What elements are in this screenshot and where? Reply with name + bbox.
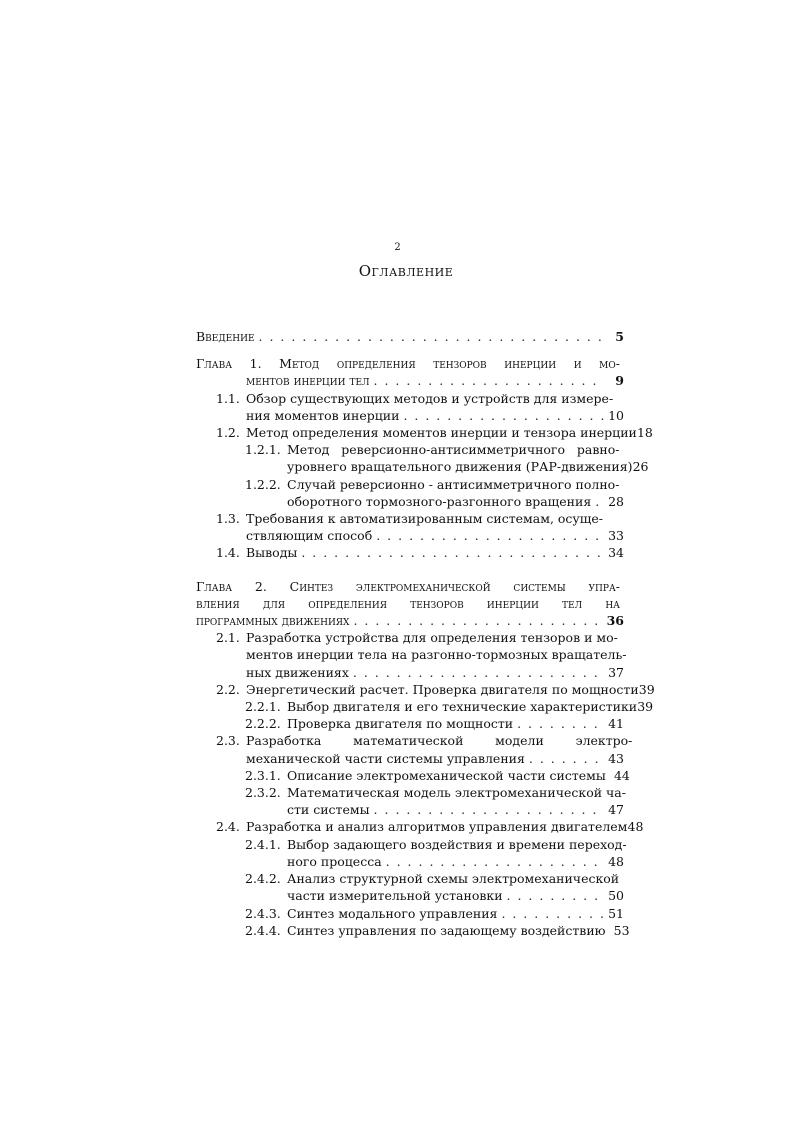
toc-entry-label: Обзор существующих методов и устройств для измере- bbox=[246, 390, 614, 406]
section-number: 2.4.4. bbox=[245, 922, 281, 938]
toc-page-number: 41 bbox=[608, 716, 624, 732]
toc-entry-2-1[interactable] bbox=[196, 629, 627, 681]
dot-leader bbox=[374, 801, 604, 818]
toc-entry-2-4-1[interactable] bbox=[196, 836, 627, 870]
toc-page-number: 36 bbox=[606, 613, 624, 629]
toc-page-number: 39 bbox=[638, 681, 655, 697]
toc-entry-intro[interactable] bbox=[196, 328, 624, 345]
toc-entry-label-cont: ствляющим способ bbox=[246, 528, 373, 544]
toc-page-number: 26 bbox=[632, 459, 649, 475]
section-number: 1.2.1. bbox=[245, 442, 281, 458]
toc-entry-2-2[interactable] bbox=[196, 681, 655, 698]
toc-page-number: 9 bbox=[615, 373, 624, 389]
toc-entry-1-4[interactable] bbox=[196, 544, 624, 561]
toc-entry-1-2-1[interactable] bbox=[196, 441, 649, 475]
section-number: 2.3.1. bbox=[245, 767, 281, 783]
toc-page-number: 18 bbox=[636, 425, 653, 441]
toc-page-number: 44 bbox=[613, 767, 630, 783]
toc-entry-label-cont: сти системы bbox=[287, 802, 370, 818]
toc-entry-label: Требования к автоматизированным системам, осуще- bbox=[246, 511, 604, 527]
toc-page-number: 37 bbox=[608, 664, 624, 680]
toc-entry-label: Глава 1. Метод определения тензоров инерции и мо- bbox=[196, 356, 620, 372]
toc-entry-label: Энергетический расчет. Проверка двигателя по мощности bbox=[246, 681, 639, 697]
toc-entry-2-3-1[interactable] bbox=[196, 767, 630, 784]
dot-leader bbox=[376, 527, 604, 544]
toc-entry-2-4-2[interactable] bbox=[196, 870, 624, 904]
toc-entry-1-1[interactable] bbox=[196, 390, 624, 424]
dot-leader bbox=[529, 750, 604, 767]
toc-entry-label: Выводы bbox=[246, 545, 298, 561]
section-number: 1.2.2. bbox=[245, 476, 281, 492]
toc-entry-label: Выбор задающего воздействия и времени переход- bbox=[287, 836, 627, 852]
toc-entry-label-cont: ных движениях bbox=[246, 664, 349, 680]
dot-leader bbox=[259, 328, 604, 345]
section-number: 2.2.2. bbox=[245, 716, 281, 732]
page-number: 2 bbox=[394, 242, 401, 253]
toc-entry-label: Введение bbox=[196, 329, 255, 344]
toc-page-number: 10 bbox=[608, 407, 624, 423]
toc-entry-1-2-2[interactable] bbox=[196, 476, 624, 510]
toc-entry-label-cont: программных движениях bbox=[196, 613, 350, 629]
dot-leader bbox=[386, 853, 604, 870]
toc-entry-label-cont: ментов инерции тела на разгонно-тормозных вращатель- bbox=[246, 647, 627, 663]
toc-page-number: 34 bbox=[608, 545, 624, 561]
dot-leader bbox=[507, 887, 604, 904]
toc-entry-label: Математическая модель электромеханической ча- bbox=[287, 785, 626, 801]
page-title: Оглавление bbox=[358, 262, 454, 280]
toc-entry-2-2-2[interactable] bbox=[196, 715, 624, 732]
toc-page-number: 50 bbox=[608, 888, 624, 904]
dot-leader bbox=[595, 493, 604, 510]
toc-entry-label: Анализ структурной схемы электромеханической bbox=[287, 871, 620, 887]
toc-page-number: 28 bbox=[608, 493, 624, 509]
toc-entry-2-4-4[interactable] bbox=[196, 922, 630, 939]
toc-entry-label: Проверка двигателя по мощности bbox=[287, 716, 514, 732]
dot-leader bbox=[374, 372, 604, 389]
section-number: 2.2.1. bbox=[245, 699, 281, 715]
toc-entry-label: Синтез управления по задающему воздействию bbox=[287, 922, 606, 938]
toc-page-number: 53 bbox=[613, 922, 630, 938]
toc-entry-label: Разработка и анализ алгоритмов управления двигателем bbox=[246, 819, 628, 835]
toc-entry-label: Метод определения моментов инерции и тензора инерции bbox=[246, 425, 637, 441]
toc-entry-label-cont: оборотного тормозного-разгонного вращения bbox=[287, 493, 592, 509]
toc-page-number: 48 bbox=[608, 853, 624, 869]
toc-entry-1-3[interactable] bbox=[196, 510, 624, 544]
toc-page-number: 47 bbox=[608, 802, 624, 818]
toc-entry-2-3[interactable] bbox=[196, 732, 633, 766]
section-number: 2.1. bbox=[216, 630, 240, 646]
toc-entry-2-4-3[interactable] bbox=[196, 905, 624, 922]
section-number: 2.3. bbox=[216, 733, 240, 749]
table-of-contents bbox=[196, 328, 655, 939]
toc-entry-label: Случай реверсионно - антисимметричного полно- bbox=[287, 476, 620, 492]
dot-leader bbox=[403, 407, 604, 424]
toc-entry-label-cont: механической части системы управления bbox=[246, 750, 525, 766]
toc-entry-chapter-2[interactable] bbox=[196, 578, 624, 630]
toc-entry-label: Выбор двигателя и его технические характеристики bbox=[287, 699, 638, 715]
toc-entry-label: Разработка устройства для определения тензоров и мо- bbox=[246, 630, 618, 646]
dot-leader bbox=[501, 905, 604, 922]
section-number: 2.3.2. bbox=[245, 785, 281, 801]
toc-entry-2-2-1[interactable] bbox=[196, 698, 654, 715]
toc-page-number: 51 bbox=[608, 905, 624, 921]
toc-page-number: 48 bbox=[627, 819, 644, 835]
toc-entry-label: Глава 2. Синтез электромеханической системы упра- bbox=[196, 578, 620, 594]
toc-entry-label: Разработка математической модели электро- bbox=[246, 733, 633, 749]
section-number: 1.1. bbox=[216, 390, 240, 406]
toc-page-number: 33 bbox=[608, 528, 624, 544]
toc-entry-label: Синтез модального управления bbox=[287, 905, 498, 921]
toc-entry-label: Описание электромеханической части системы bbox=[287, 767, 606, 783]
toc-entry-label-cont: ния моментов инерции bbox=[246, 407, 400, 423]
section-number: 2.4.3. bbox=[245, 905, 281, 921]
dot-leader bbox=[353, 612, 602, 629]
toc-entry-2-4[interactable] bbox=[196, 818, 644, 835]
dot-leader bbox=[301, 544, 604, 561]
toc-entry-label-cont: ного процесса bbox=[287, 853, 382, 869]
section-number: 2.4. bbox=[216, 819, 240, 835]
section-number: 1.2. bbox=[216, 425, 240, 441]
section-number: 2.4.2. bbox=[245, 871, 281, 887]
section-number: 1.4. bbox=[216, 545, 240, 561]
toc-page-number: 39 bbox=[637, 699, 654, 715]
toc-entry-label-cont: уровнего вращательного движения (РАР-движения) bbox=[287, 459, 633, 475]
section-number: 2.4.1. bbox=[245, 836, 281, 852]
section-number: 2.2. bbox=[216, 681, 240, 697]
toc-page-number: 43 bbox=[608, 750, 624, 766]
toc-page-number: 5 bbox=[615, 329, 624, 344]
toc-entry-label-cont: вления для определения тензоров инерции тел на bbox=[196, 595, 620, 611]
toc-entry-chapter-1[interactable] bbox=[196, 355, 624, 389]
dot-leader bbox=[517, 715, 604, 732]
toc-entry-2-3-2[interactable] bbox=[196, 784, 624, 818]
toc-entry-label: Метод реверсионно-антисимметричного равно- bbox=[287, 442, 620, 458]
toc-entry-label-cont: ментов инерции тел bbox=[246, 373, 370, 389]
toc-entry-label-cont: части измерительной установки bbox=[287, 888, 503, 904]
dot-leader bbox=[353, 664, 604, 681]
toc-entry-1-2[interactable] bbox=[196, 424, 653, 441]
section-number: 1.3. bbox=[216, 511, 240, 527]
